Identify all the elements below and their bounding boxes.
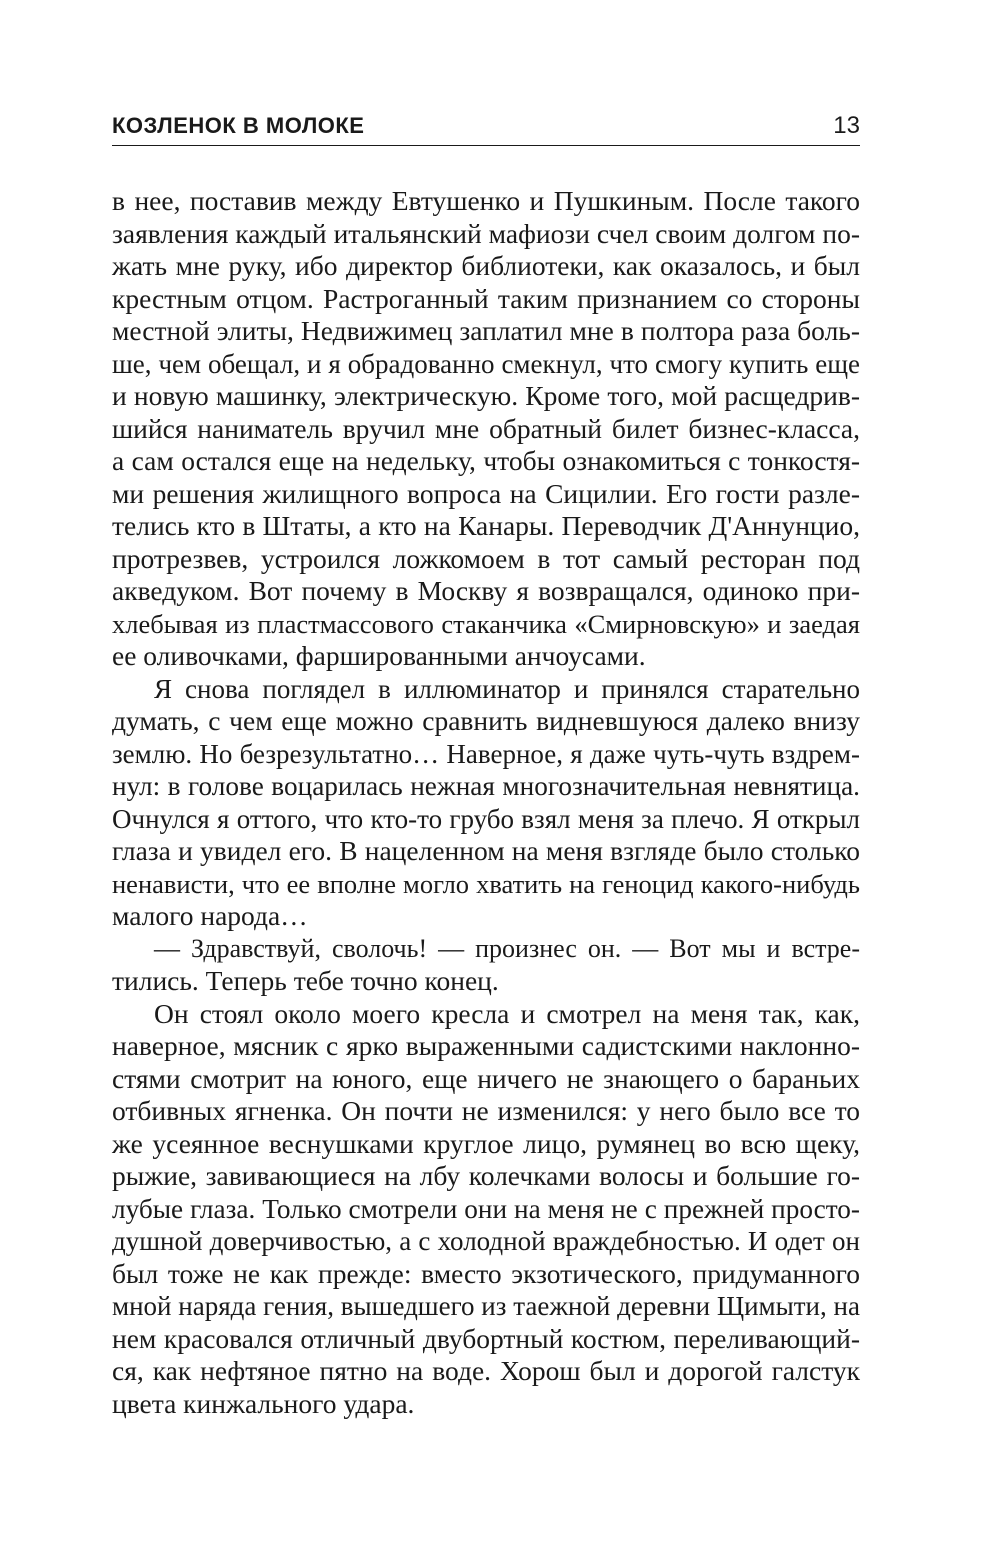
text-line: тились. Теперь тебе точно конец. [112,965,499,996]
running-header [112,112,860,146]
text-line: рыжие, завивающиеся на лбу колечками волосы и большие го- [112,1160,860,1191]
text-line: а сам остался еще на недельку, чтобы ознакомиться с тонкостя- [112,445,860,476]
text-line: малого народа… [112,900,308,931]
text-line: местной элиты, Недвижимец заплатил мне в полтора раза боль- [112,315,860,346]
text-line: Он стоял около моего кресла и смотрел на меня так, как, [154,997,860,1029]
text-line: жать мне руку, ибо директор библиотеки, как оказалось, и был [112,250,860,281]
text-line: и новую машинку, электрическую. Кроме того, мой расщедрив- [112,380,860,411]
text-line: шийся наниматель вручил мне обратный билет бизнес-класса, [112,412,860,444]
body-text [112,185,860,1420]
text-line: телись кто в Штаты, а кто на Канары. Переводчик Д'Аннунцио, [112,510,860,541]
text-line: Я снова поглядел в иллюминатор и принялся старательно [154,673,860,704]
text-line: нул: в голове воцарилась нежная многозначительная невнятица. [112,771,860,801]
text-line: акведуком. Вот почему в Москву я возвращался, одиноко при- [112,575,860,606]
text-line: Очнулся я оттого, что кто-то грубо взял меня за плечо. Я открыл [112,803,860,834]
text-line: протрезвев, устроился ложкомоем в тот самый ресторан под [112,542,860,574]
text-line: думать, с чем еще можно сравнить видневшуюся далеко внизу [112,705,860,736]
text-line: заявления каждый итальянский мафиози счел своим долгом по- [112,217,860,249]
text-line: цвета кинжального удара. [112,1387,415,1419]
text-line: наверное, мясник с ярко выраженными садистскими наклонно- [112,1030,860,1061]
page-number: 13 [833,112,860,139]
text-line: — Здравствуй, сволочь! — произнес он. — Вот мы и встре- [154,933,860,963]
text-line: крестным отцом. Растроганный таким признанием со стороны [112,282,860,314]
text-line: же усеянное веснушками круглое лицо, румянец во всю щеку, [112,1127,860,1159]
text-line: ее оливочками, фаршированными анчоусами. [112,640,646,671]
text-line: отбивных ягненка. Он почти не изменился: у него было все то [112,1095,860,1126]
text-line: нем красовался отличный двубортный костюм, переливающий- [112,1322,860,1354]
text-line: хлебывая из пластмассового стаканчика «Смирновскую» и заедая [112,608,860,639]
text-line: ся, как нефтяное пятно на воде. Хорош был и дорогой галстук [112,1355,860,1386]
text-line: ше, чем обещал, и я обрадованно смекнул, что смогу купить еще [112,348,860,379]
book-page [112,112,860,1420]
text-line: был тоже не как прежде: вместо экзотического, придуманного [112,1257,860,1289]
running-title: КОЗЛЕНОК В МОЛОКЕ [112,113,365,138]
text-line: в нее, поставив между Евтушенко и Пушкиным. После такого [112,185,860,216]
text-line: глаза и увидел его. В нацеленном на меня взгляде было столько [112,835,860,866]
text-line: землю. Но безрезультатно… Наверное, я даже чуть-чуть вздрем- [112,738,860,769]
text-line: душной доверчивостью, а с холодной враждебностью. И одет он [112,1226,860,1256]
text-line: ми решения жилищного вопроса на Сицилии. Его гости разле- [112,477,860,509]
text-line: лубые глаза. Только смотрели они на меня не с прежней просто- [112,1193,860,1224]
text-line: ненависти, что ее вполне могло хватить на геноцид какого-нибудь [112,868,860,899]
text-line: стями смотрит на юного, еще ничего не знающего о бараньих [112,1062,860,1094]
text-line: мной наряда гения, вышедшего из таежной деревни Щимыти, на [112,1291,860,1321]
